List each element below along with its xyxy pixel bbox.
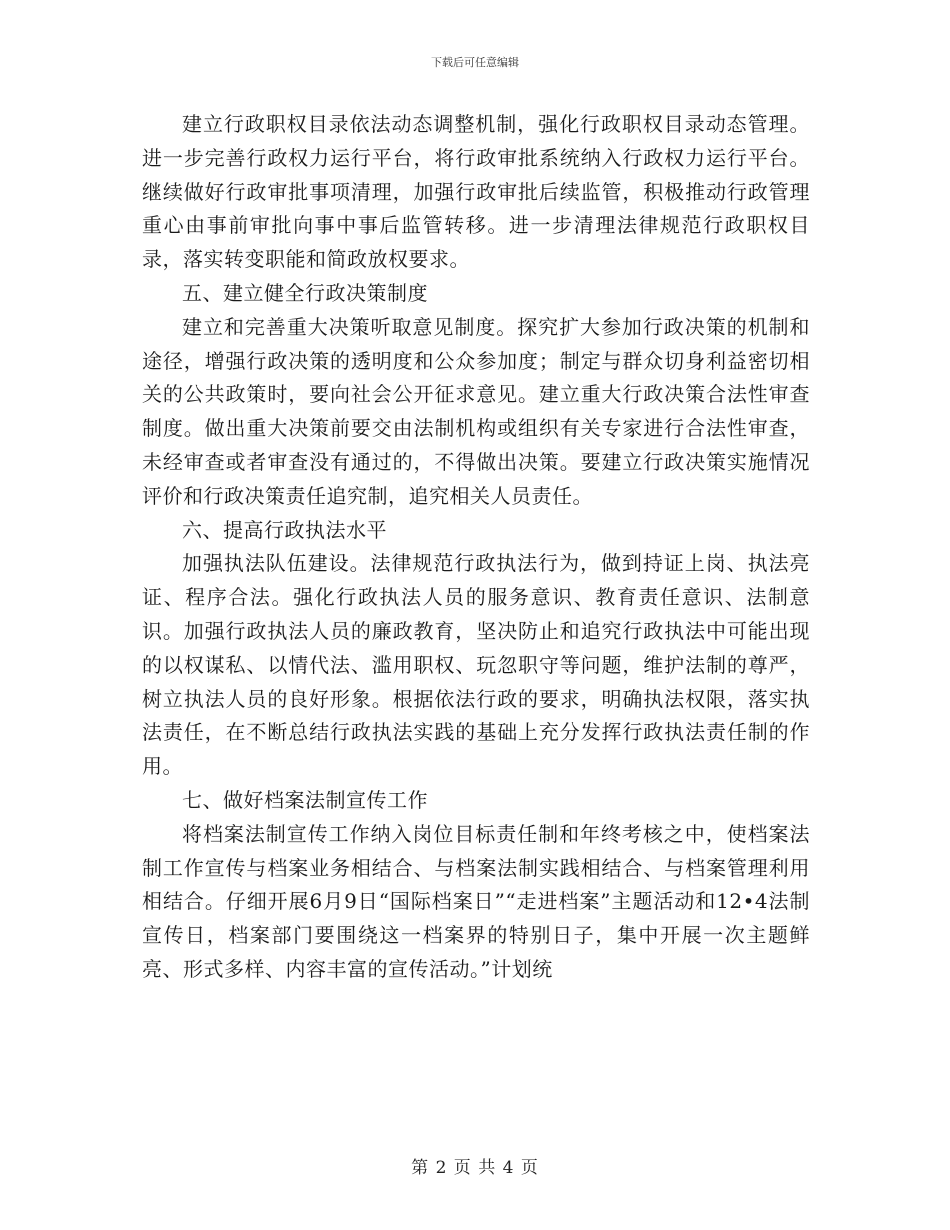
page-number: 第 2 页 共 4 页: [411, 1158, 539, 1178]
paragraph-decision-system: 建立和完善重大决策听取意见制度。探究扩大参加行政决策的机制和途径，增强行政决策的透明度和公众参加度；制定与群众切身利益密切相关的公共政策时，要向社会公开征求意见。建立重大行政决策合法性审查制度。做出重大决策前要交由法制机构或组织有关专家进行合法性审查，未经审查或者审查没有通过的，不得做出决策。要建立行政决策实施情况评价和行政决策责任追究制，追究相关人员责任。: [142, 314, 810, 508]
section-heading-5: 五、建立健全行政决策制度: [182, 280, 428, 305]
paragraph-archive-publicity: 将档案法制宣传工作纳入岗位目标责任制和年终考核之中，使档案法制工作宣传与档案业务相结合、与档案法制实践相结合、与档案管理利用相结合。仔细开展6月9日“国际档案日”“走进档案”主题活动和12•4法制宣传日，档案部门要围绕这一档案界的特别日子，集中开展一次主题鲜亮、形式多样、内容丰富的宣传活动。”计划统: [142, 821, 810, 981]
paragraph-law-enforcement: 加强执法队伍建设。法律规范行政执法行为，做到持证上岗、执法亮证、程序合法。强化行政执法人员的服务意识、教育责任意识、法制意识。加强行政执法人员的廉政教育，坚决防止和追究行政执法中可能出现的以权谋私、以情代法、滥用职权、玩忽职守等问题，维护法制的尊严，树立执法人员的良好形象。根据依法行政的要求，明确执法权限，落实执法责任，在不断总结行政执法实践的基础上充分发挥行政执法责任制的作用。: [142, 551, 810, 779]
document-body: [142, 108, 810, 987]
section-heading-7: 七、做好档案法制宣传工作: [182, 787, 428, 812]
paragraph-power-catalog: 建立行政职权目录依法动态调整机制，强化行政职权目录动态管理。进一步完善行政权力运行平台，将行政审批系统纳入行政权力运行平台。继续做好行政审批事项清理，加强行政审批后续监管，积极推动行政管理重心由事前审批向事中事后监管转移。进一步清理法律规范行政职权目录，落实转变职能和简政放权要求。: [142, 112, 810, 272]
page-header: 下载后可任意编辑: [431, 56, 519, 69]
section-heading-6: 六、提高行政执法水平: [182, 517, 387, 542]
